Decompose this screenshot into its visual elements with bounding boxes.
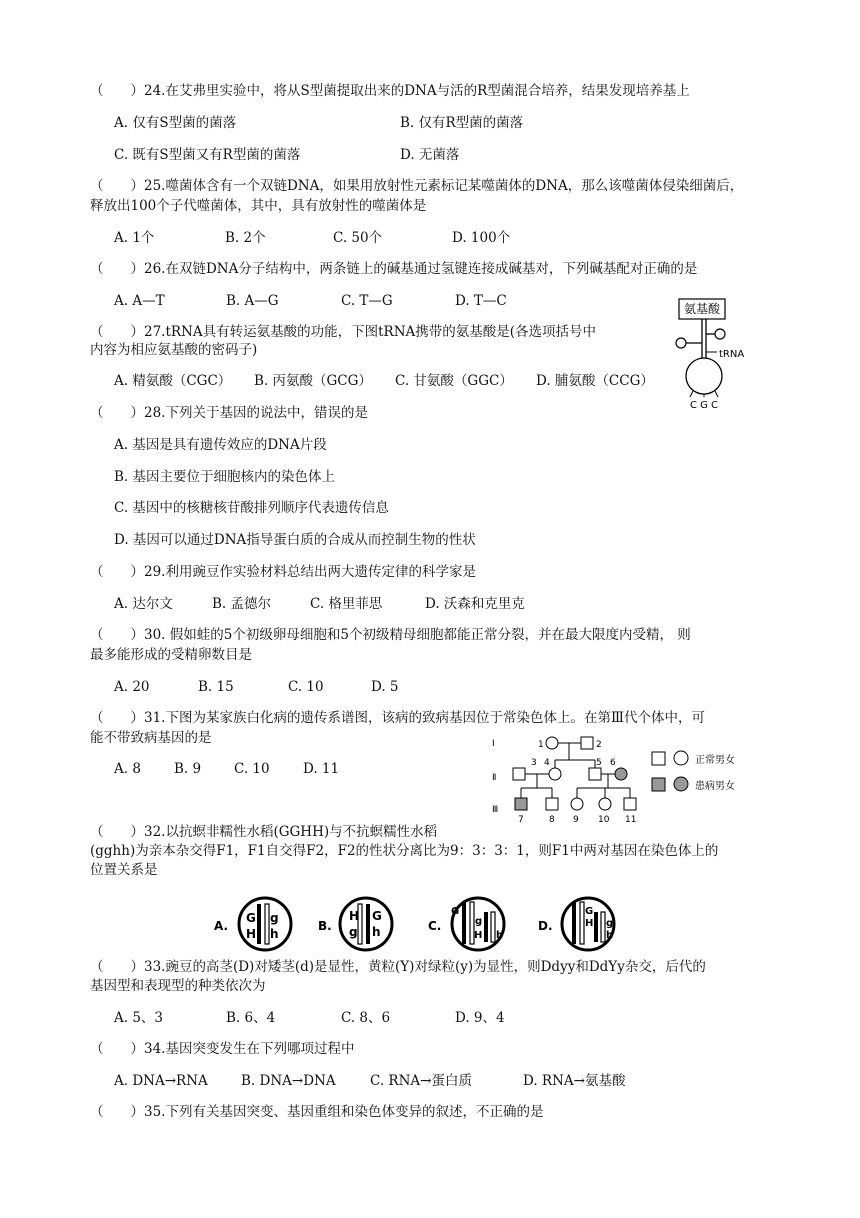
fig-a-allele-H: H <box>246 927 257 941</box>
q34-stem: （ ）34.基因突变发生在下列哪项过程中 <box>90 1041 355 1057</box>
q27-stem-line1: （ ）27.tRNA具有转运氨基酸的功能，下图tRNA携带的氨基酸是(各选项括号中 <box>90 324 597 340</box>
q30-option-c: C. 10 <box>288 679 324 695</box>
fig-d-allele-g: g <box>606 918 614 929</box>
q31-option-c: C. 10 <box>234 761 270 777</box>
q24-option-d: D. 无菌落 <box>400 147 460 163</box>
fig-a-allele-g: g <box>270 911 279 925</box>
fig-d-allele-G: G <box>585 906 594 917</box>
q27-option-d: D. 脯氨酸（CCG） <box>536 373 654 389</box>
q31-option-a: A. 8 <box>114 761 141 777</box>
q26-option-d: D. T—C <box>455 293 507 309</box>
individual-9-number: 9 <box>573 815 579 824</box>
fig-b-allele-H: H <box>349 909 360 923</box>
q28-stem: （ ）28.下列关于基因的说法中，错误的是 <box>90 405 368 421</box>
individual-8-number: 8 <box>549 815 555 824</box>
q30-stem-line1: （ ）30. 假如蛙的5个初级卵母细胞和5个初级精母细胞都能正常分裂，并在最大限度内受精， 则 <box>90 627 691 643</box>
trna-label: tRNA <box>719 349 745 360</box>
trna-anticodon: C G C <box>689 400 719 411</box>
fig-c-allele-g: g <box>475 916 483 927</box>
fig-option-b-label: B. <box>318 919 332 933</box>
q33-option-b: B. 6、4 <box>226 1010 276 1026</box>
q30-stem-line2: 最多能形成的受精卵数目是 <box>90 647 252 663</box>
fig-option-d-label: D. <box>538 919 553 933</box>
q27-option-c: C. 甘氨酸（GGC） <box>395 373 513 389</box>
individual-10-number: 10 <box>598 815 610 824</box>
individual-4-number: 4 <box>544 758 550 768</box>
individual-1-number: 1 <box>538 740 544 750</box>
q34-option-d: D. RNA→氨基酸 <box>523 1073 626 1089</box>
legend-affected-label: 患病男女 <box>695 781 735 792</box>
individual-2-number: 2 <box>596 740 602 750</box>
individual-5-number: 5 <box>596 758 602 768</box>
q24-option-b: B. 仅有R型菌的菌落 <box>400 115 524 131</box>
q31-stem-line2: 能不带致病基因的是 <box>90 730 212 746</box>
fig-c-allele-G: G <box>451 906 460 917</box>
fig-c-allele-H: H <box>474 930 483 941</box>
individual-6-number: 6 <box>610 758 616 768</box>
q26-stem: （ ）26.在双链DNA分子结构中，两条链上的碱基通过氢键连接成碱基对，下列碱基配对正确的是 <box>90 261 698 277</box>
fig-option-c-label: C. <box>428 919 442 933</box>
q27-option-a: A. 精氨酸（CGC） <box>114 373 232 389</box>
q34-option-c: C. RNA→蛋白质 <box>370 1073 472 1089</box>
generation-II-label: Ⅱ <box>492 773 497 783</box>
q27-stem-line2: 内容为相应氨基酸的密码子) <box>90 342 258 358</box>
fig-a-allele-h: h <box>270 927 279 941</box>
individual-3-number: 3 <box>531 758 537 768</box>
q24-option-a: A. 仅有S型菌的菌落 <box>114 115 237 131</box>
q35-stem: （ ）35.下列有关基因突变、基因重组和染色体变异的叙述，不正确的是 <box>90 1104 544 1120</box>
q28-option-d: D. 基因可以通过DNA指导蛋白质的合成从而控制生物的性状 <box>114 532 476 548</box>
fig-d-allele-h: h <box>606 930 614 941</box>
individual-7-number: 7 <box>518 815 524 824</box>
fig-b-allele-h: h <box>372 925 381 939</box>
q29-option-d: D. 沃森和克里克 <box>425 596 525 612</box>
q26-option-c: C. T—G <box>341 293 393 309</box>
q33-option-a: A. 5、3 <box>114 1010 164 1026</box>
q25-option-c: C. 50个 <box>333 230 383 246</box>
q34-option-b: B. DNA→DNA <box>241 1073 336 1089</box>
q25-option-a: A. 1个 <box>114 230 155 246</box>
q32-stem-line1: （ ）32.以抗螟非糯性水稻(GGHH)与不抗螟糯性水稻 <box>90 824 438 840</box>
q33-option-c: C. 8、6 <box>341 1010 391 1026</box>
fig-option-a-label: A. <box>214 919 229 933</box>
q26-option-a: A. A—T <box>114 293 165 309</box>
q32-stem-line3: 位置关系是 <box>90 862 158 878</box>
q25-option-b: B. 2个 <box>225 230 266 246</box>
q24-option-c: C. 既有S型菌又有R型菌的菌落 <box>114 147 301 163</box>
q24-stem: （ ）24.在艾弗里实验中，将从S型菌提取出来的DNA与活的R型菌混合培养，结果发现培养基上 <box>90 83 690 99</box>
fig-b-allele-g: g <box>349 925 358 939</box>
q33-stem-line1: （ ）33.豌豆的高茎(D)对矮茎(d)是显性，黄粒(Y)对绿粒(y)为显性，则Ddyy和DdYy杂交，后代的 <box>90 959 706 975</box>
q30-option-b: B. 15 <box>198 679 234 695</box>
q28-option-a: A. 基因是具有遗传效应的DNA片段 <box>114 437 327 453</box>
q25-stem-line1: （ ）25.噬菌体含有一个双链DNA，如果用放射性元素标记某噬菌体的DNA，那么该噬菌体侵染细菌后， <box>90 178 744 194</box>
trna-diagram <box>665 296 765 416</box>
trna-amino-acid-label: 氨基酸 <box>683 302 721 316</box>
q34-option-a: A. DNA→RNA <box>114 1073 208 1089</box>
q30-option-d: D. 5 <box>371 679 399 695</box>
legend-normal-label: 正常男女 <box>695 755 735 766</box>
fig-b-allele-G: G <box>372 909 382 923</box>
pedigree-chart <box>485 732 785 824</box>
q33-option-d: D. 9、4 <box>455 1010 505 1026</box>
q26-option-b: B. A—G <box>226 293 279 309</box>
q31-stem-line1: （ ）31.下图为某家族白化病的遗传系谱图，该病的致病基因位于常染色体上。在第Ⅲ代个体中，可 <box>90 710 705 726</box>
q28-option-b: B. 基因主要位于细胞核内的染色体上 <box>114 469 336 485</box>
generation-III-label: Ⅲ <box>492 805 499 815</box>
q29-stem: （ ）29.利用豌豆作实验材料总结出两大遗传定律的科学家是 <box>90 564 476 580</box>
q33-stem-line2: 基因型和表现型的种类依次为 <box>90 978 266 994</box>
individual-11-number: 11 <box>625 815 637 824</box>
generation-I-label: Ⅰ <box>492 739 495 749</box>
q29-option-c: C. 格里菲思 <box>310 596 383 612</box>
q32-stem-line2: (gghh)为亲本杂交得F1，F1自交得F2，F2的性状分离比为9：3：3：1，则F1中两对基因在染色体上的 <box>90 843 719 859</box>
q29-option-a: A. 达尔文 <box>114 596 173 612</box>
q29-option-b: B. 孟德尔 <box>212 596 272 612</box>
q25-option-d: D. 100个 <box>452 230 511 246</box>
q25-stem-line2: 释放出100个子代噬菌体，其中，具有放射性的噬菌体是 <box>90 198 427 214</box>
fig-a-allele-G: G <box>246 911 256 925</box>
q31-option-b: B. 9 <box>174 761 202 777</box>
chromosome-options-figure <box>208 890 628 960</box>
q30-option-a: A. 20 <box>114 679 150 695</box>
q31-option-d: D. 11 <box>303 761 340 777</box>
fig-d-allele-H: H <box>585 918 594 929</box>
q28-option-c: C. 基因中的核糖核苷酸排列顺序代表遗传信息 <box>114 500 389 516</box>
fig-c-allele-h: h <box>496 930 504 941</box>
q27-option-b: B. 丙氨酸（GCG） <box>254 373 372 389</box>
